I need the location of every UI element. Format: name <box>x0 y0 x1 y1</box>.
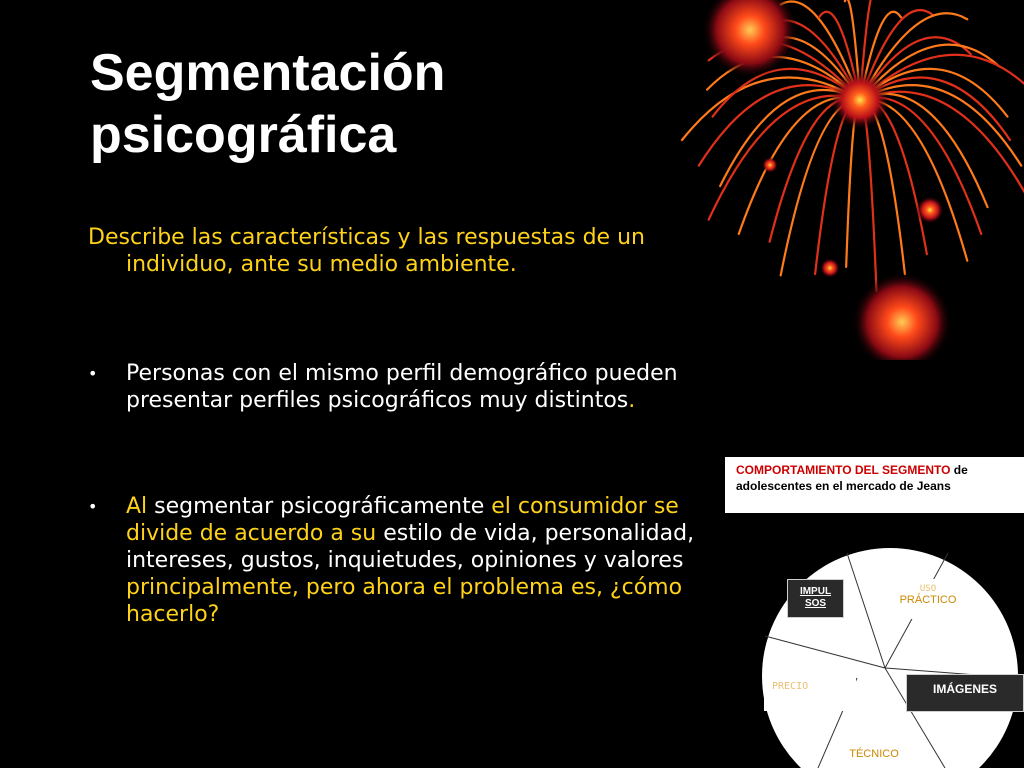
diagram-caption-box <box>725 457 1024 513</box>
bullet-1 <box>88 360 728 414</box>
caption-black: de adolescentes en el mercado de Jeans <box>736 463 968 493</box>
uso-faint: USO <box>919 584 937 594</box>
slide-body <box>88 224 728 628</box>
bullet-1-text: Personas con el mismo perfil demográfico pueden presentar perfiles psicográficos muy distintos <box>126 361 678 413</box>
title-line-1: Segmentación <box>90 44 446 102</box>
bullet-1-period: . <box>628 388 636 413</box>
uso-main: PRÁCTICO <box>899 594 957 606</box>
impulsos-line-2: SOS <box>804 598 827 609</box>
impulsos-line-1: IMPUL <box>799 586 832 597</box>
bullet-2-part-4: estilo de vida, personalidad, intereses, gustos, inquietudes, opiniones y valores <box>126 521 695 573</box>
label-tecnico: TÉCNICO <box>838 745 910 768</box>
label-uso-practico <box>887 579 969 619</box>
intro-paragraph: Describe las características y las respuestas de un individuo, ante su medio ambiente. <box>88 225 645 277</box>
bullet-2-part-1: Al <box>126 494 148 519</box>
label-imagenes: IMÁGENES <box>906 674 1024 712</box>
diagram-caption <box>736 462 1021 494</box>
bullet-2 <box>88 493 728 628</box>
label-impulsos <box>787 579 844 618</box>
firework-graphic <box>680 0 1024 360</box>
bullet-dot: • <box>88 364 98 383</box>
caption-red: COMPORTAMIENTO DEL SEGMENTO <box>736 463 951 477</box>
bullet-2-part-5: principalmente, pero ahora el problema es, ¿cómo hacerlo? <box>126 575 683 627</box>
slide-title <box>90 42 650 166</box>
label-precio: PRECIO <box>764 675 856 711</box>
title-line-2: psicográfica <box>90 106 397 164</box>
bullet-dot: • <box>88 497 98 516</box>
bullet-2-part-2: segmentar psicográficamente <box>147 494 492 519</box>
bullet-2-part-3: el consumidor se divide de acuerdo a su <box>126 494 679 546</box>
